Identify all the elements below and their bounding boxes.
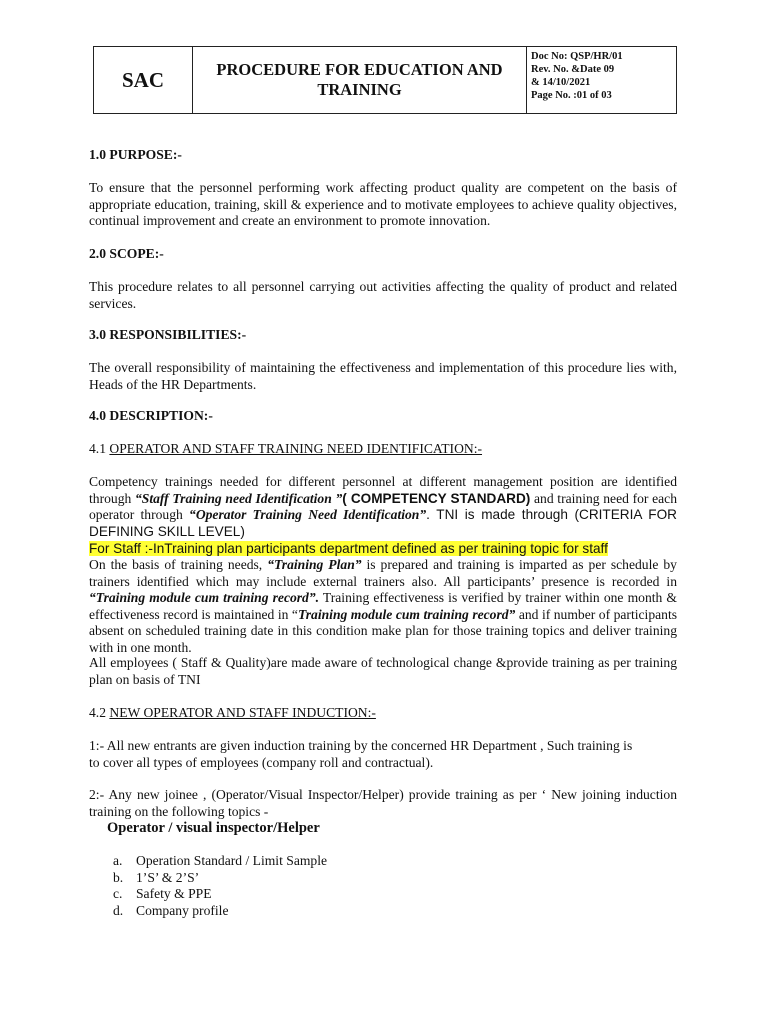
training-record-ref-2: Training module cum training record”: [297, 606, 516, 622]
induction-paragraph-2: 2:- Any new joinee , (Operator/Visual Inspector/Helper) provide training as per ‘ New joining induction training on the following topics -: [89, 787, 677, 819]
training-text-2: is prepared and training is imparted as per schedule by trainers identified which may include external trainers also. All participants’ presence is recorded in: [89, 557, 677, 589]
revision-line2: & 14/10/2021: [531, 77, 591, 88]
section-4-1-title: OPERATOR AND STAFF TRAINING NEED IDENTIFICATION:-: [109, 441, 483, 456]
responsibilities-heading: 3.0 RESPONSIBILITIES:-: [89, 327, 247, 342]
induction-line-2: to cover all types of employees (company roll and contractual).: [89, 754, 434, 770]
competency-text-2: and training need for each operator through: [89, 490, 678, 522]
list-item: [113, 903, 327, 920]
list-item-text: 1’S’ & 2’S’: [136, 869, 200, 885]
induction-subheading: Operator / visual inspector/Helper: [107, 820, 320, 836]
staff-highlight-line: [89, 541, 677, 558]
section-4-2-heading: [89, 705, 677, 722]
competency-paragraph: [89, 474, 677, 540]
competency-text-3: . TNI is made through (CRITERIA FOR DEFINING SKILL LEVEL): [89, 507, 677, 539]
training-plan-ref: “Training Plan”: [267, 557, 362, 572]
training-text-3: Training effectiveness is verified by trainer within one month & effectiveness record is maintained in “: [89, 590, 677, 622]
induction-line-1: 1:- All new entrants are given induction training by the concerned HR Department , Such training is: [89, 738, 633, 753]
training-text-4: and if number of participants absent on scheduled training date in this condition make plan for those training topics and deliver training with in one month.: [89, 606, 678, 655]
document-title-line2: TRAINING: [317, 80, 402, 99]
document-title: [193, 47, 527, 113]
page-number: Page No. :01 of 03: [531, 90, 612, 101]
training-record-ref-1: “Training module cum training record”.: [89, 590, 320, 605]
highlighted-text: For Staff :-InTraining plan participants department defined as per training topic for staff: [89, 541, 608, 556]
list-marker: a.: [113, 853, 123, 868]
document-title-line1: PROCEDURE FOR EDUCATION AND: [216, 60, 503, 79]
list-marker: c.: [113, 886, 123, 901]
list-marker: b.: [113, 869, 124, 885]
purpose-heading: 1.0 PURPOSE:-: [89, 147, 182, 162]
list-marker: d.: [113, 902, 124, 918]
competency-text-1: Competency trainings needed for different personnel at different management position are identified through: [89, 474, 677, 506]
list-item-text: Company profile: [136, 902, 229, 918]
operator-tni-ref: “Operator Training Need Identification”: [189, 507, 427, 522]
document-header: [93, 46, 677, 114]
section-4-2-number: 4.2: [89, 705, 110, 720]
revision-line1: Rev. No. &Date 09: [531, 64, 615, 75]
competency-standard-ref: ( COMPETENCY STANDARD): [342, 490, 531, 506]
list-item-text: Operation Standard / Limit Sample: [136, 853, 328, 868]
training-plan-paragraph: [89, 557, 677, 656]
description-heading: 4.0 DESCRIPTION:-: [89, 408, 213, 423]
training-text-1: On the basis of training needs,: [89, 557, 268, 572]
list-item-text: Safety & PPE: [136, 886, 212, 901]
doc-number: Doc No: QSP/HR/01: [531, 51, 623, 62]
document-meta: [527, 47, 676, 113]
awareness-paragraph: All employees ( Staff & Quality)are made aware of technological change &provide training as per training plan on basis of TNI: [89, 655, 677, 687]
list-item: [113, 853, 327, 870]
company-name: SAC: [94, 47, 193, 113]
purpose-text: To ensure that the personnel performing work affecting product quality are competent on the basis of appropriate education, training, skill & experience and to motivate employees to achieve quality objectives, continual improvement and create an environment to promote innovation.: [89, 180, 677, 228]
induction-paragraph-1: [89, 738, 677, 771]
scope-heading: 2.0 SCOPE:-: [89, 246, 164, 261]
section-4-1-number: 4.1: [89, 441, 110, 456]
scope-text: This procedure relates to all personnel carrying out activities affecting the quality of product and related services.: [89, 279, 677, 311]
section-4-1-heading: [89, 441, 677, 458]
section-4-2-title: NEW OPERATOR AND STAFF INDUCTION:-: [109, 705, 376, 720]
list-item: [113, 886, 327, 903]
responsibilities-text: The overall responsibility of maintaining the effectiveness and implementation of this procedure lies with, Heads of the HR Departments.: [89, 360, 677, 392]
list-item: [113, 870, 327, 887]
topics-list: [113, 853, 327, 919]
staff-tni-ref: “Staff Training need Identification ”: [134, 490, 343, 506]
